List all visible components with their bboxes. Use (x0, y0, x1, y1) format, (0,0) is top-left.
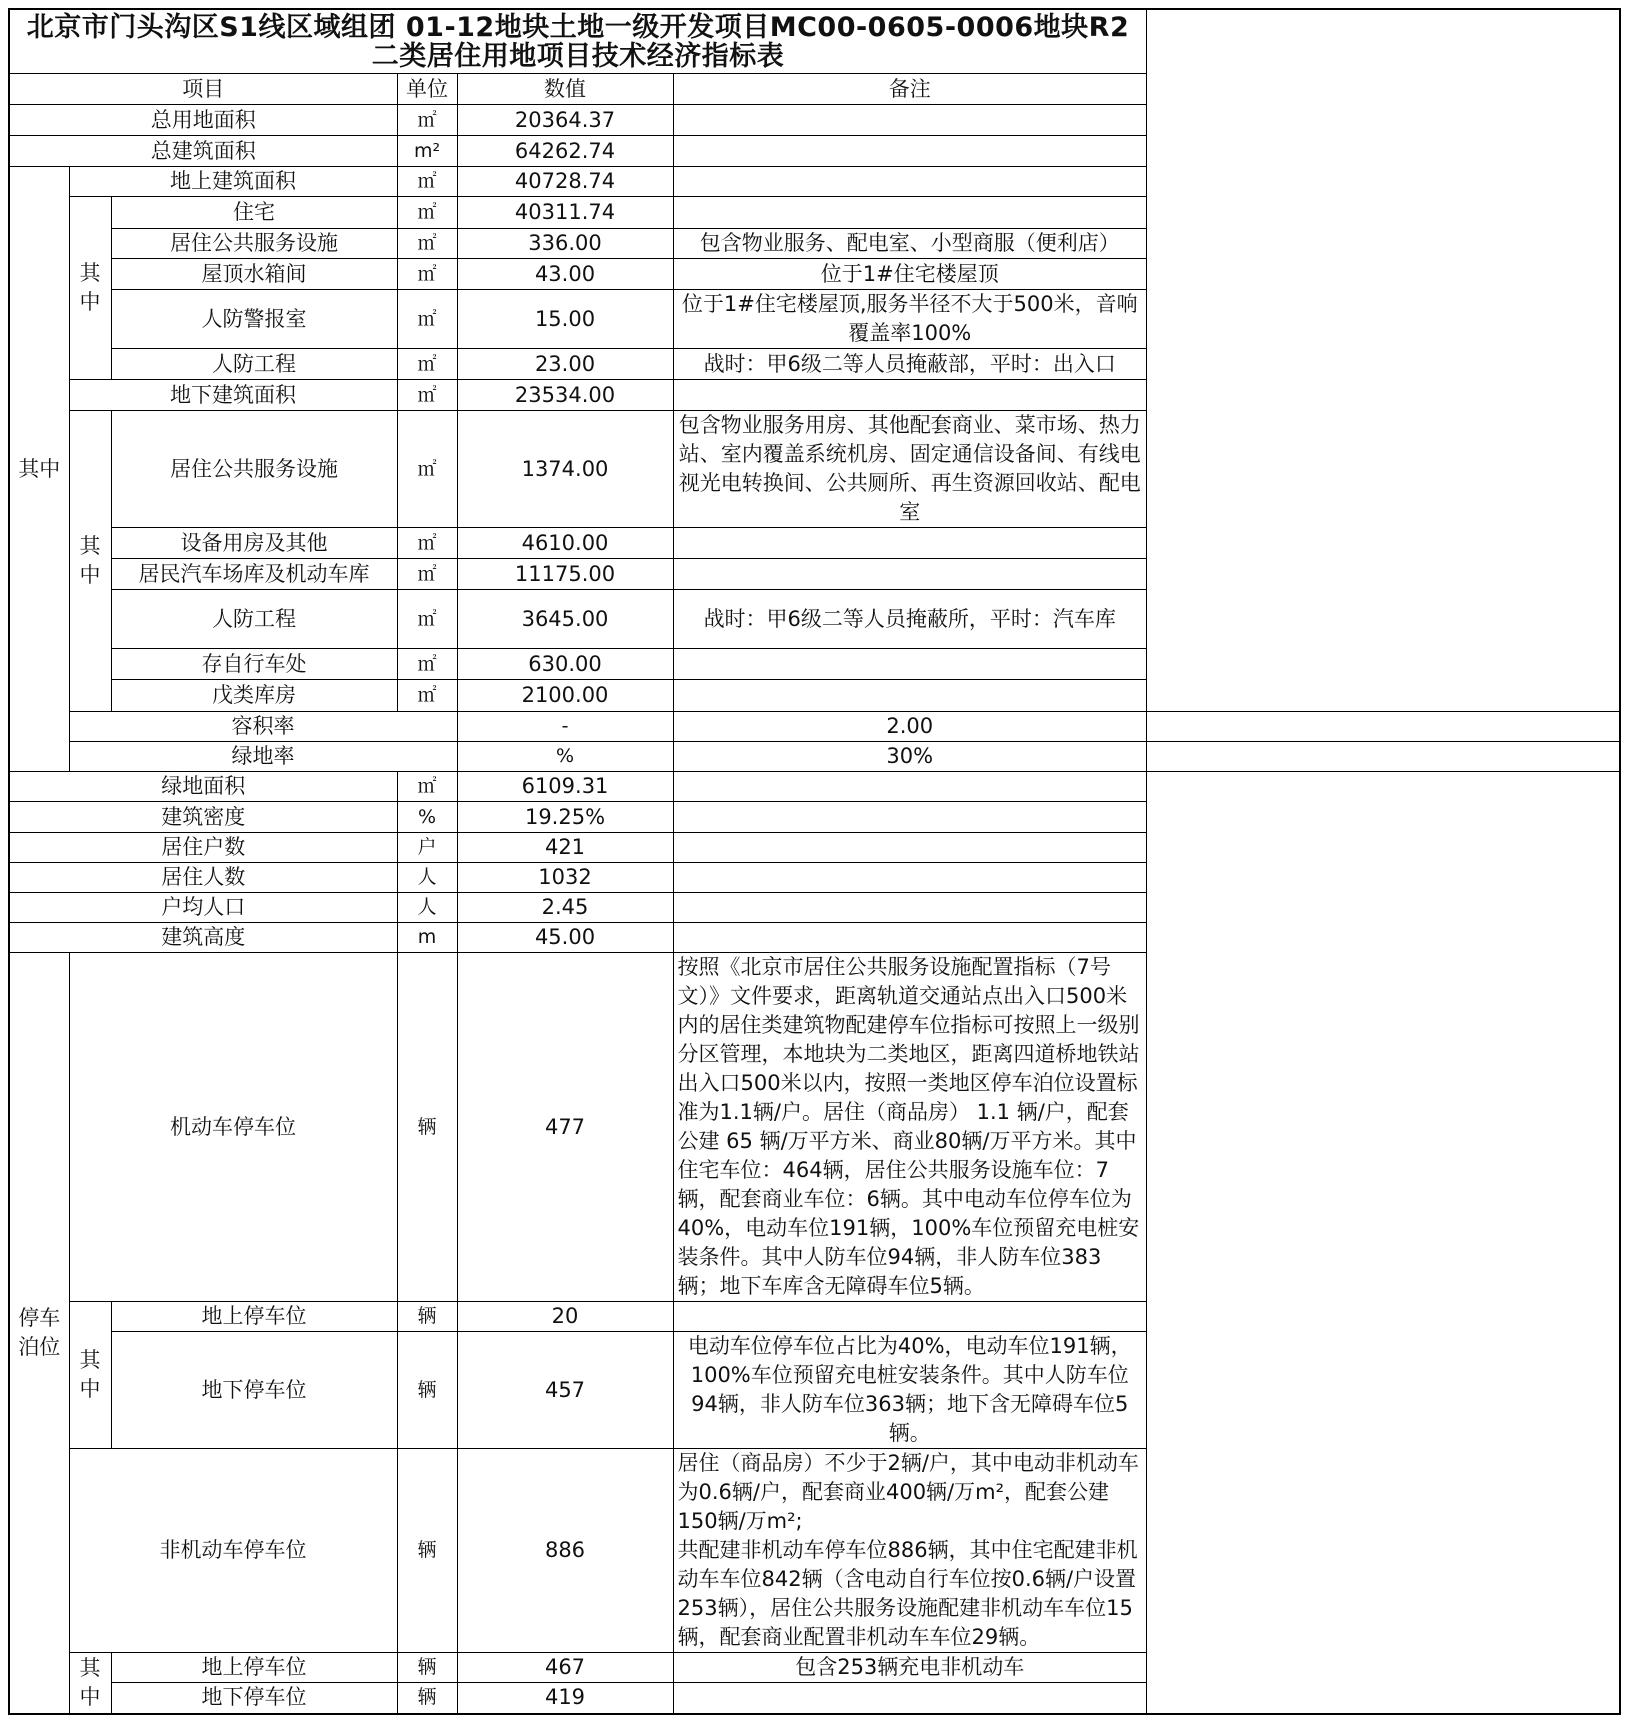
item-value: 43.00 (457, 259, 673, 290)
item-unit: 辆 (397, 1653, 457, 1683)
group-label-qi: 其 (79, 261, 101, 285)
item-value: 1032 (457, 863, 673, 893)
item-name: 人防警报室 (111, 290, 397, 349)
group-label-zhong: 中 (79, 290, 101, 314)
group-label-qizhong (69, 411, 111, 712)
item-name: 户均人口 (9, 893, 397, 923)
table-row (9, 1302, 1620, 1332)
item-unit: ㎡ (397, 649, 457, 680)
group-label-qizhong (69, 197, 111, 380)
item-value: 630.00 (457, 649, 673, 680)
group-label-qizhong (69, 1653, 111, 1714)
table-title: 北京市门头沟区S1线区域组团 01-12地块土地一级开发项目MC00-0605-0006地块R2二类居住用地项目技术经济指标表 (9, 9, 1147, 74)
item-name: 居住公共服务设施 (111, 411, 397, 528)
item-unit: ㎡ (397, 167, 457, 197)
item-remark (673, 923, 1147, 953)
item-name: 地上停车位 (111, 1653, 397, 1683)
item-remark (673, 772, 1147, 802)
item-name: 居住公共服务设施 (111, 229, 397, 259)
table-row (9, 1653, 1620, 1683)
table-row (9, 559, 1620, 590)
item-name: 戊类库房 (111, 680, 397, 712)
item-value: 3645.00 (457, 590, 673, 649)
item-remark (673, 136, 1147, 167)
item-value: 477 (457, 953, 673, 1302)
item-remark: 电动车位停车位占比为40%，电动车位191辆，100%车位预留充电桩安装条件。其中人防车位94辆，非人防车位363辆；地下含无障碍车位5辆。 (673, 1332, 1147, 1449)
item-name: 居住户数 (9, 833, 397, 863)
table-row (9, 197, 1620, 229)
item-value: 20 (457, 1302, 673, 1332)
table-row (9, 1332, 1620, 1449)
item-value: 40311.74 (457, 197, 673, 229)
item-value: 15.00 (457, 290, 673, 349)
item-remark (673, 528, 1147, 559)
item-remark (673, 167, 1147, 197)
item-remark: 包含253辆充电非机动车 (673, 1653, 1147, 1683)
item-value: 23534.00 (457, 380, 673, 411)
header-item: 项目 (9, 74, 397, 105)
table-row (9, 953, 1620, 1302)
table-row (9, 290, 1620, 349)
item-value: 886 (457, 1449, 673, 1653)
item-name: 人防工程 (111, 590, 397, 649)
table-row (9, 742, 1620, 772)
item-remark (673, 833, 1147, 863)
item-unit: ㎡ (397, 259, 457, 290)
item-name: 总建筑面积 (9, 136, 397, 167)
table-row (9, 105, 1620, 136)
item-value: 2.00 (673, 712, 1147, 742)
table-row (9, 136, 1620, 167)
item-remark (673, 893, 1147, 923)
item-name: 存自行车处 (111, 649, 397, 680)
item-unit: 辆 (397, 1683, 457, 1714)
table-row (9, 380, 1620, 411)
item-value: 421 (457, 833, 673, 863)
table-row (9, 649, 1620, 680)
item-unit: ㎡ (397, 380, 457, 411)
table-row (9, 349, 1620, 380)
item-unit: - (457, 712, 673, 742)
item-unit: ㎡ (397, 290, 457, 349)
item-value: 30% (673, 742, 1147, 772)
item-name: 总用地面积 (9, 105, 397, 136)
item-name: 地下停车位 (111, 1683, 397, 1714)
item-name: 住宅 (111, 197, 397, 229)
item-remark: 战时：甲6级二等人员掩蔽所，平时：汽车库 (673, 590, 1147, 649)
item-value: 19.25% (457, 802, 673, 833)
item-remark: 战时：甲6级二等人员掩蔽部，平时：出入口 (673, 349, 1147, 380)
item-unit: m² (397, 136, 457, 167)
item-unit: % (457, 742, 673, 772)
item-unit: ㎡ (397, 105, 457, 136)
item-remark (1147, 742, 1621, 772)
item-value: 419 (457, 1683, 673, 1714)
table-row (9, 590, 1620, 649)
item-unit: m (397, 923, 457, 953)
item-unit: 人 (397, 863, 457, 893)
item-remark (673, 105, 1147, 136)
item-name: 地上建筑面积 (69, 167, 397, 197)
item-unit: 户 (397, 833, 457, 863)
group-label-qi: 其 (79, 1348, 101, 1372)
item-remark (673, 1302, 1147, 1332)
item-name: 地上停车位 (111, 1302, 397, 1332)
table-row (9, 833, 1620, 863)
item-name: 绿地面积 (9, 772, 397, 802)
item-remark (673, 1683, 1147, 1714)
item-unit: 人 (397, 893, 457, 923)
item-value: 11175.00 (457, 559, 673, 590)
item-unit: 辆 (397, 1449, 457, 1653)
item-name: 居住人数 (9, 863, 397, 893)
header-value: 数值 (457, 74, 673, 105)
item-remark (673, 559, 1147, 590)
item-name: 人防工程 (111, 349, 397, 380)
item-name: 建筑高度 (9, 923, 397, 953)
item-name: 设备用房及其他 (111, 528, 397, 559)
table-row (9, 772, 1620, 802)
item-unit: ㎡ (397, 197, 457, 229)
item-remark (673, 802, 1147, 833)
item-remark: 居住（商品房）不少于2辆/户，其中电动非机动车为0.6辆/户，配套商业400辆/万m²，配套公建150辆/万m²; 共配建非机动车停车位886辆，其中住宅配建非机动车车位842辆（含电动自行车位按0.6辆/户设置253辆），居住公共服务设施配建非机动车车位15辆，配套商业配置非机动车车位29辆。 (673, 1449, 1147, 1653)
item-remark (673, 863, 1147, 893)
group-label-zhong: 中 (79, 1377, 101, 1401)
item-unit: % (397, 802, 457, 833)
item-remark (673, 197, 1147, 229)
item-unit: 辆 (397, 1302, 457, 1332)
group-label-zhong: 中 (79, 563, 101, 587)
group-label-qi: 其 (79, 534, 101, 558)
item-remark: 包含物业服务用房、其他配套商业、菜市场、热力站、室内覆盖系统机房、固定通信设备间、有线电视光电转换间、公共厕所、再生资源回收站、配电室 (673, 411, 1147, 528)
group-label-qizhong (69, 1302, 111, 1449)
table-row (9, 167, 1620, 197)
table-row (9, 863, 1620, 893)
item-name: 地下建筑面积 (69, 380, 397, 411)
item-value: 40728.74 (457, 167, 673, 197)
table-row (9, 923, 1620, 953)
item-value: 6109.31 (457, 772, 673, 802)
item-remark (673, 649, 1147, 680)
item-unit: ㎡ (397, 772, 457, 802)
item-name: 地下停车位 (111, 1332, 397, 1449)
item-unit: ㎡ (397, 559, 457, 590)
item-value: 336.00 (457, 229, 673, 259)
table-row (9, 802, 1620, 833)
group-label-zhong: 中 (79, 1684, 101, 1709)
item-unit: ㎡ (397, 349, 457, 380)
table-row (9, 259, 1620, 290)
item-value: 2.45 (457, 893, 673, 923)
table-row (9, 712, 1620, 742)
item-unit: ㎡ (397, 590, 457, 649)
item-unit: ㎡ (397, 411, 457, 528)
item-name: 屋顶水箱间 (111, 259, 397, 290)
table-row (9, 893, 1620, 923)
item-name: 非机动车停车位 (69, 1449, 397, 1653)
header-unit: 单位 (397, 74, 457, 105)
item-value: 23.00 (457, 349, 673, 380)
item-name: 绿地率 (69, 742, 457, 772)
indicator-table (8, 8, 1621, 1715)
item-remark: 包含物业服务、配电室、小型商服（便利店） (673, 229, 1147, 259)
item-name: 居民汽车场库及机动车库 (111, 559, 397, 590)
table-row (9, 680, 1620, 712)
item-name: 机动车停车位 (69, 953, 397, 1302)
table-row (9, 528, 1620, 559)
table-row (9, 1683, 1620, 1714)
item-value: 4610.00 (457, 528, 673, 559)
item-name: 建筑密度 (9, 802, 397, 833)
table-row (9, 411, 1620, 528)
item-value: 467 (457, 1653, 673, 1683)
item-unit: ㎡ (397, 528, 457, 559)
item-unit: 辆 (397, 953, 457, 1302)
item-unit: ㎡ (397, 229, 457, 259)
item-remark (1147, 712, 1621, 742)
group-label-parking: 停车泊位 (9, 953, 69, 1714)
item-remark: 位于1#住宅楼屋顶 (673, 259, 1147, 290)
group-label-qizhong: 其中 (9, 167, 69, 772)
item-remark: 位于1#住宅楼屋顶,服务半径不大于500米，音响覆盖率100% (673, 290, 1147, 349)
table-row (9, 1449, 1620, 1653)
item-remark: 按照《北京市居住公共服务设施配置指标（7号文）》文件要求，距离轨道交通站点出入口500米内的居住类建筑物配建停车位指标可按照上一级别分区管理，本地块为二类地区，距离四道桥地铁站出入口500米以内，按照一类地区停车泊位设置标准为1.1辆/户。居住（商品房） 1.1 辆/户，配套公建 65 辆/万平方米、商业80辆/万平方米。其中住宅车位：464辆，居住公共服务设施车位：7辆，配套商业车位：6辆。其中电动车位停车位为40%，电动车位191辆，100%车位预留充电桩安装条件。其中人防车位94辆，非人防车位383辆；地下车库含无障碍车位5辆。 (673, 953, 1147, 1302)
item-value: 20364.37 (457, 105, 673, 136)
item-remark (673, 380, 1147, 411)
item-unit: 辆 (397, 1332, 457, 1449)
item-name: 容积率 (69, 712, 457, 742)
header-remark: 备注 (673, 74, 1147, 105)
item-value: 457 (457, 1332, 673, 1449)
item-remark (673, 680, 1147, 712)
item-unit: ㎡ (397, 680, 457, 712)
group-label-qi: 其 (79, 1655, 101, 1680)
item-value: 45.00 (457, 923, 673, 953)
item-value: 1374.00 (457, 411, 673, 528)
item-value: 64262.74 (457, 136, 673, 167)
item-value: 2100.00 (457, 680, 673, 712)
table-row (9, 229, 1620, 259)
